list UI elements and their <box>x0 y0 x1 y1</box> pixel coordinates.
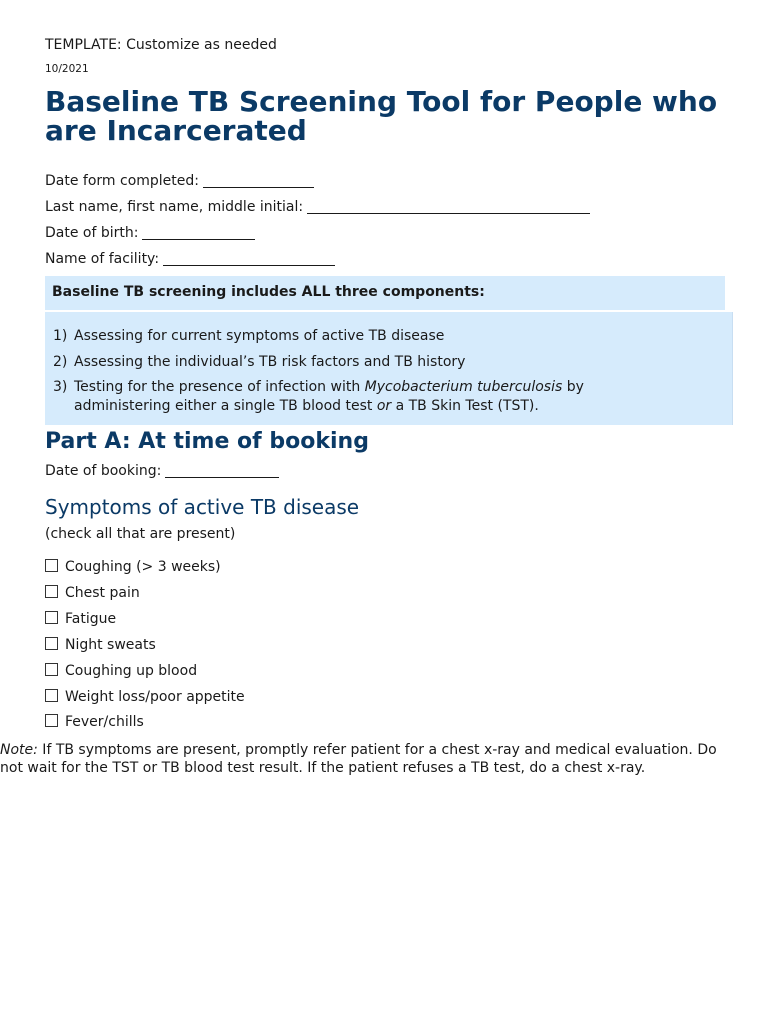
note-text: If TB symptoms are present, promptly refer patient for a chest x-ray and medical evaluation. Do not wait for the TST or TB blood test result. If the patient refuses a TB test, do a chest x-ray. <box>0 742 717 776</box>
component-item <box>53 378 713 418</box>
date-booking-input[interactable] <box>165 463 279 478</box>
symptom-label: Coughing (> 3 weeks) <box>65 559 221 575</box>
component-item <box>53 327 713 346</box>
component-text: Assessing the individual’s TB risk factors and TB history <box>74 354 466 370</box>
symptoms-note <box>0 741 740 777</box>
symptom-label: Night sweats <box>65 637 156 653</box>
facility-label: Name of facility: <box>45 251 160 267</box>
date-completed-input[interactable] <box>203 173 314 188</box>
components-box-heading: Baseline TB screening includes ALL three components: <box>45 276 725 310</box>
symptom-label: Weight loss/poor appetite <box>65 689 245 705</box>
component-number: 2) <box>53 354 68 370</box>
date-booking-field <box>45 463 279 479</box>
facility-input[interactable] <box>163 251 335 266</box>
symptom-checkbox-item[interactable] <box>45 637 156 653</box>
date-completed-field <box>45 173 314 189</box>
symptom-label: Fatigue <box>65 611 117 627</box>
name-input[interactable] <box>307 199 590 214</box>
part-a-heading: Part A: At time of booking <box>45 429 369 454</box>
symptom-checkbox-item[interactable] <box>45 611 116 627</box>
or-emphasis: or <box>376 398 392 414</box>
component-item <box>53 353 713 372</box>
symptom-checkbox-item[interactable] <box>45 663 197 679</box>
name-label: Last name, first name, middle initial: <box>45 199 304 215</box>
symptom-label: Chest pain <box>65 585 140 601</box>
symptom-label: Fever/chills <box>65 714 144 730</box>
checkbox[interactable] <box>45 611 58 624</box>
organism-name: Mycobacterium tuberculosis <box>364 379 563 395</box>
date-booking-label: Date of booking: <box>45 463 162 479</box>
component-number: 1) <box>53 328 68 344</box>
dob-input[interactable] <box>142 225 255 240</box>
symptoms-instruction: (check all that are present) <box>45 526 236 542</box>
facility-field <box>45 251 335 267</box>
dob-field <box>45 225 255 241</box>
checkbox[interactable] <box>45 663 58 676</box>
dob-label: Date of birth: <box>45 225 139 241</box>
checkbox[interactable] <box>45 559 58 572</box>
symptom-checkbox-item[interactable] <box>45 714 144 730</box>
template-note: TEMPLATE: Customize as needed <box>45 37 277 53</box>
component-text: Assessing for current symptoms of active TB disease <box>74 328 445 344</box>
symptom-checkbox-item[interactable] <box>45 559 221 575</box>
name-field <box>45 199 590 215</box>
version-date: 10/2021 <box>45 63 89 75</box>
symptom-checkbox-item[interactable] <box>45 585 140 601</box>
symptoms-heading: Symptoms of active TB disease <box>45 495 360 519</box>
checkbox[interactable] <box>45 714 58 727</box>
symptom-checkbox-item[interactable] <box>45 689 245 705</box>
page-title: Baseline TB Screening Tool for People who are Incarcerated <box>45 85 718 147</box>
component-text-part: by administering either a single TB blood test <box>74 379 584 414</box>
checkbox[interactable] <box>45 585 58 598</box>
component-text-part: a TB Skin Test (TST). <box>391 398 539 414</box>
component-text-part: Testing for the presence of infection with <box>74 379 365 395</box>
component-number: 3) <box>53 379 68 395</box>
date-completed-label: Date form completed: <box>45 173 199 189</box>
component-text <box>74 378 674 416</box>
checkbox[interactable] <box>45 689 58 702</box>
symptom-label: Coughing up blood <box>65 663 198 679</box>
note-label: Note: <box>0 742 38 758</box>
checkbox[interactable] <box>45 637 58 650</box>
